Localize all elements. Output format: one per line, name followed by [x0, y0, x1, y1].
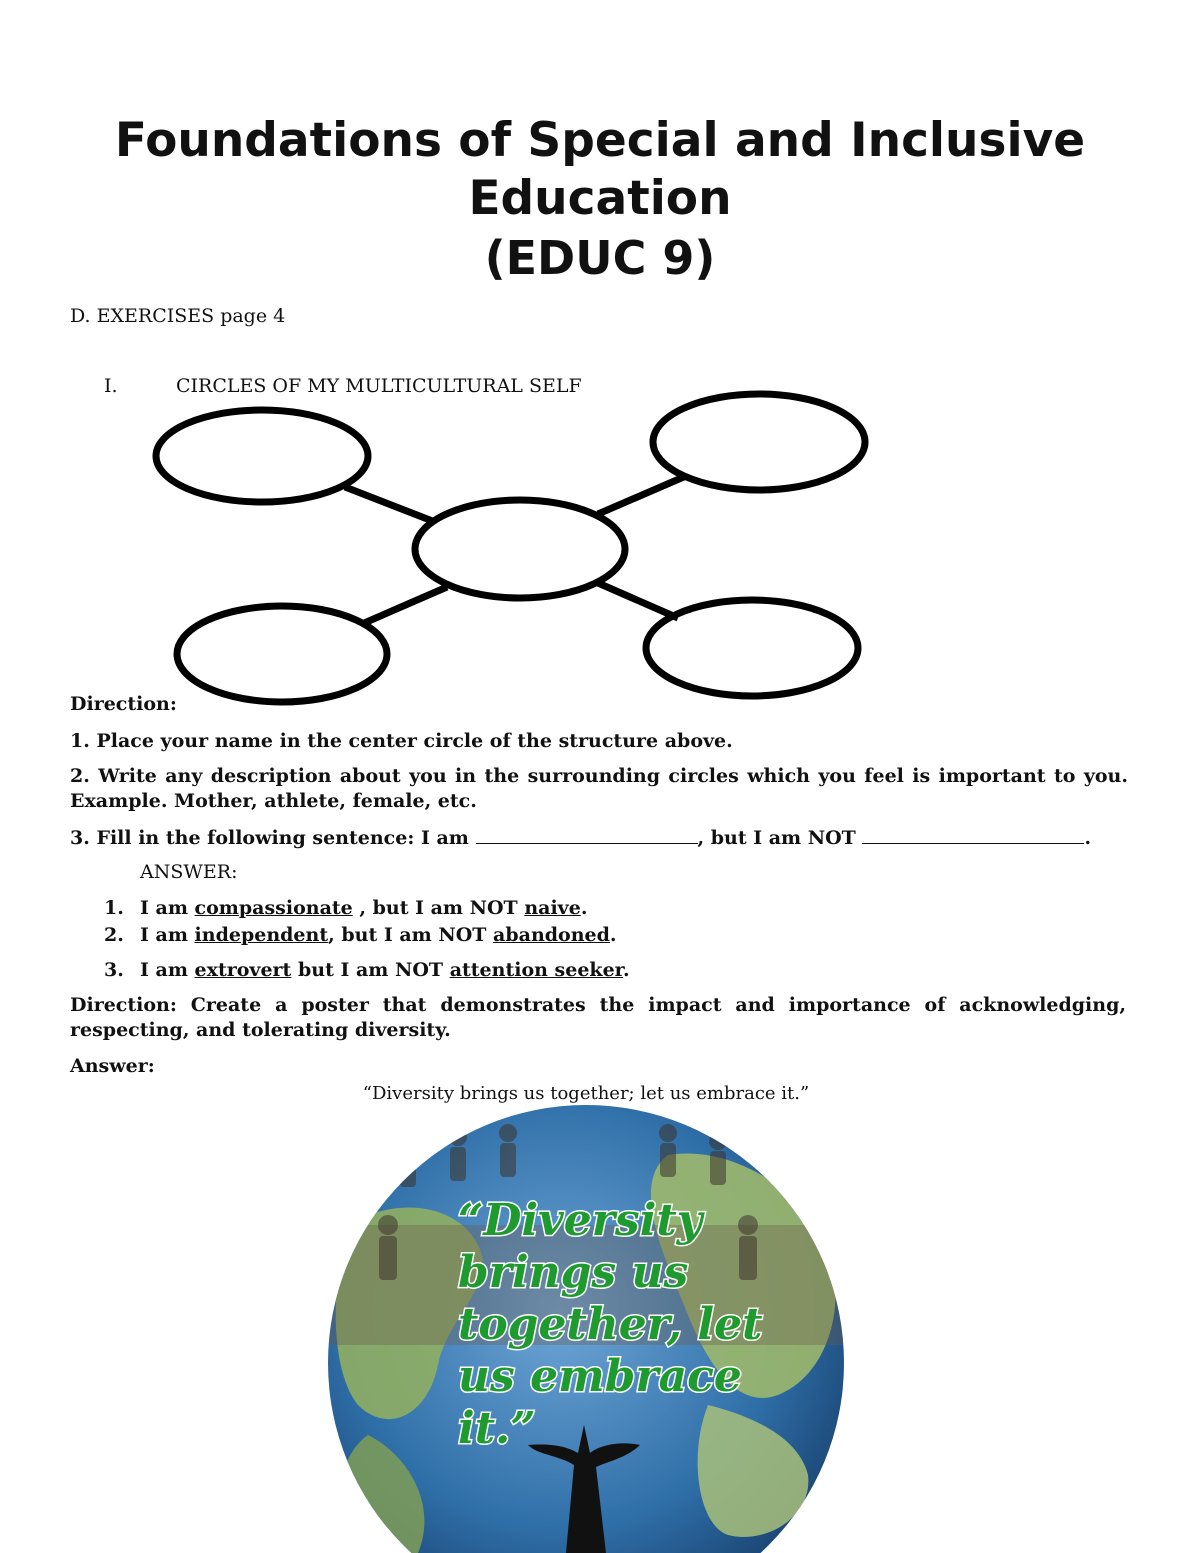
multicultural-self-diagram: [0, 380, 1200, 710]
slogan-line: together, let: [458, 1299, 763, 1350]
connector-line: [598, 476, 686, 514]
course-code: (EDUC 9): [484, 231, 716, 285]
instruction-3-end: .: [1084, 827, 1092, 849]
instruction-3-middle: , but I am NOT: [697, 827, 856, 849]
slogan-line: us embrace: [458, 1351, 742, 1402]
slogan-line: “Diversity: [458, 1195, 703, 1246]
answer-prefix: I am: [140, 897, 188, 919]
connector-line: [362, 587, 447, 624]
connector-line: [598, 583, 678, 618]
title-block: [0, 112, 1200, 288]
poster-graphic: [328, 1075, 844, 1553]
answer-word-2: attention seeker: [449, 959, 623, 981]
answer-number: 3.: [104, 959, 124, 981]
slogan-line: brings us: [458, 1247, 689, 1298]
fill-blank-1: [476, 825, 698, 844]
slogan-line: it.”: [458, 1403, 536, 1454]
fill-blank-2: [862, 825, 1084, 844]
answer-word-1: extrovert: [194, 959, 292, 981]
instruction-3: [70, 825, 1091, 851]
outer-circle-top-right[interactable]: [653, 394, 865, 490]
instruction-1: 1. Place your name in the center circle of the structure above.: [70, 730, 733, 752]
answer-end: .: [622, 959, 630, 981]
answer-middle: , but I am NOT: [328, 924, 487, 946]
section-heading: D. EXERCISES page 4: [70, 305, 286, 327]
center-circle[interactable]: [415, 500, 625, 598]
part-numeral: I.: [104, 375, 118, 397]
answer-number: 2.: [104, 924, 124, 946]
part-heading: CIRCLES OF MY MULTICULTURAL SELF: [176, 375, 582, 397]
answer-label: ANSWER:: [140, 861, 238, 883]
answer-end: .: [580, 897, 588, 919]
poster-direction: Direction: Create a poster that demonstrates the impact and importance of acknowledging, respecting, and tolerating diversity.: [70, 994, 1126, 1041]
answer2-label: Answer:: [70, 1055, 155, 1077]
answer-word-2: abandoned: [493, 924, 610, 946]
poster-caption: “Diversity brings us together; let us embrace it.”: [362, 1083, 810, 1104]
document-title-line1: Foundations of Special and Inclusive: [114, 113, 1086, 168]
document-title-line2: Education: [468, 171, 732, 226]
connector-line: [345, 487, 435, 522]
answer-word-1: independent: [194, 924, 329, 946]
answer-middle: , but I am NOT: [359, 897, 518, 919]
answer-prefix: I am: [140, 924, 188, 946]
answer-word-2: naive: [524, 897, 581, 919]
outer-circle-bottom-left[interactable]: [177, 606, 387, 702]
answer-number: 1.: [104, 897, 124, 919]
outer-circle-bottom-right[interactable]: [646, 600, 858, 696]
answer-prefix: I am: [140, 959, 188, 981]
instruction-2: 2. Write any description about you in the surrounding circles which you feel is important to you. Example. Mother, athlete, female, etc.: [70, 765, 1128, 812]
answer-middle: but I am NOT: [297, 959, 444, 981]
answer-item: [104, 958, 630, 983]
outer-circle-top-left[interactable]: [156, 410, 368, 502]
answer-word-1: compassionate: [194, 897, 353, 919]
answer-item: [104, 896, 587, 921]
answer-item: [104, 923, 617, 948]
instruction-3-start: 3. Fill in the following sentence: I am: [70, 827, 469, 849]
answer-end: .: [609, 924, 617, 946]
direction-label: Direction:: [70, 693, 177, 715]
diversity-poster: [328, 1075, 844, 1553]
